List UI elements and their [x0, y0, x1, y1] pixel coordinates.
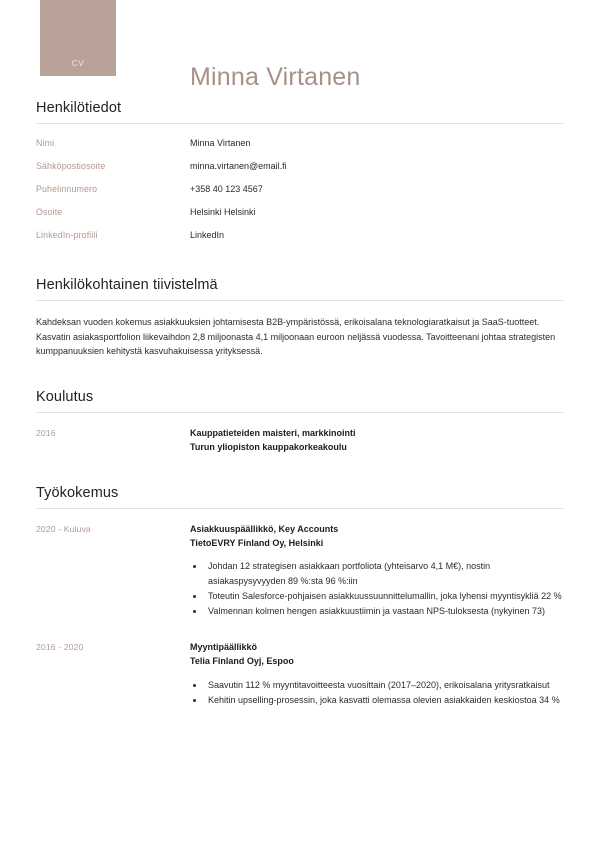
entry-bullet-list [190, 678, 564, 707]
photo-placeholder [40, 0, 116, 76]
spacer [36, 359, 564, 389]
section-education [36, 389, 564, 455]
page-title: Minna Virtanen [190, 62, 361, 91]
cv-header [0, 0, 600, 100]
info-row [36, 207, 564, 217]
entry-date: 2020 - Kuluva [36, 523, 91, 534]
cv-content [0, 100, 600, 709]
info-value-email: minna.virtanen@email.fi [190, 161, 287, 171]
entry-organization: Turun yliopiston kauppakorkeakoulu [190, 441, 347, 452]
info-label-address: Osoite [36, 207, 63, 217]
summary-text: Kahdeksan vuoden kokemus asiakkuuksien johtamisesta B2B-ympäristössä, erikoisalana teknologiaratkaisut ja SaaS-tuotteet. Kasvatin asiakasportfolion liikevaihdon 2,8 miljoonasta 4,1 miljoonaan euroon neljässä vuodessa. Tavoitteenani johtaa strategisten kumppanuuksien kehitystä kasvuhakuisessa yrityksessä. [36, 317, 556, 357]
entry-bullet: • Johdan 12 strategisen asiakkaan portfoliota (yhteisarvo 4,1 M€), nostin asiakaspysyvyyden 89 %:sta 96 %:iin [205, 559, 564, 587]
entry-bullet-list [190, 559, 564, 618]
info-label-nimi: Nimi [36, 138, 55, 148]
section-personal-info [36, 100, 564, 240]
entry-title: Kauppatieteiden maisteri, markkinointi [190, 427, 356, 438]
section-experience [36, 485, 564, 709]
entry-body [190, 523, 564, 620]
info-label-email: Sähköpostiosoite [36, 161, 106, 171]
info-row [36, 184, 564, 194]
section-title-summary: Henkilökohtainen tiivistelmä [36, 277, 218, 293]
info-row [36, 161, 564, 171]
entry-bullet: • Kehitin upselling-prosessin, joka kasvatti olemassa olevien asiakkaiden keskiostoa 34 % [205, 693, 564, 707]
entry-date: 2016 [36, 427, 56, 438]
section-title-education: Koulutus [36, 388, 94, 405]
section-divider [36, 300, 564, 301]
entry-body [190, 641, 564, 708]
entry-bullet: • Saavutin 112 % myyntitavoitteesta vuosittain (2017–2020), erikoisalana yritysratkaisut [205, 678, 564, 692]
section-divider [36, 123, 564, 124]
photo-placeholder-label: CV [71, 58, 85, 68]
info-label-linkedin: LinkedIn-profiili [36, 230, 98, 240]
entry-body [190, 427, 564, 455]
info-value-linkedin: LinkedIn [190, 230, 225, 240]
info-value-nimi: Minna Virtanen [190, 138, 251, 148]
experience-entry [36, 523, 564, 620]
info-row [36, 230, 564, 240]
section-divider [36, 508, 564, 509]
info-label-phone: Puhelinnumero [36, 184, 98, 194]
entry-date: 2016 - 2020 [36, 642, 84, 653]
section-summary [36, 277, 564, 359]
section-title-personal-info: Henkilötiedot [36, 100, 122, 116]
spacer [36, 253, 564, 277]
education-entry [36, 427, 564, 455]
entry-bullet: • Toteutin Salesforce-pohjaisen asiakkuussuunnittelumallin, joka lyhensi myyntisykliä 22 % [205, 589, 564, 603]
entry-bullet: • Valmennan kolmen hengen asiakkuustiimin ja vastaan NPS-tuloksesta (nykyinen 73) [205, 604, 564, 618]
spacer [36, 461, 564, 485]
info-row [36, 138, 564, 148]
info-value-phone: +358 40 123 4567 [190, 184, 263, 194]
spacer [36, 625, 564, 641]
section-title-experience: Työkokemus [36, 484, 119, 501]
info-value-address: Helsinki Helsinki [190, 207, 256, 217]
section-divider [36, 412, 564, 413]
entry-organization: TietoEVRY Finland Oy, Helsinki [190, 537, 324, 548]
entry-title: Asiakkuuspäällikkö, Key Accounts [190, 523, 339, 534]
entry-organization: Telia Finland Oyj, Espoo [190, 656, 294, 667]
entry-title: Myyntipäällikkö [190, 642, 258, 653]
experience-entry [36, 641, 564, 708]
